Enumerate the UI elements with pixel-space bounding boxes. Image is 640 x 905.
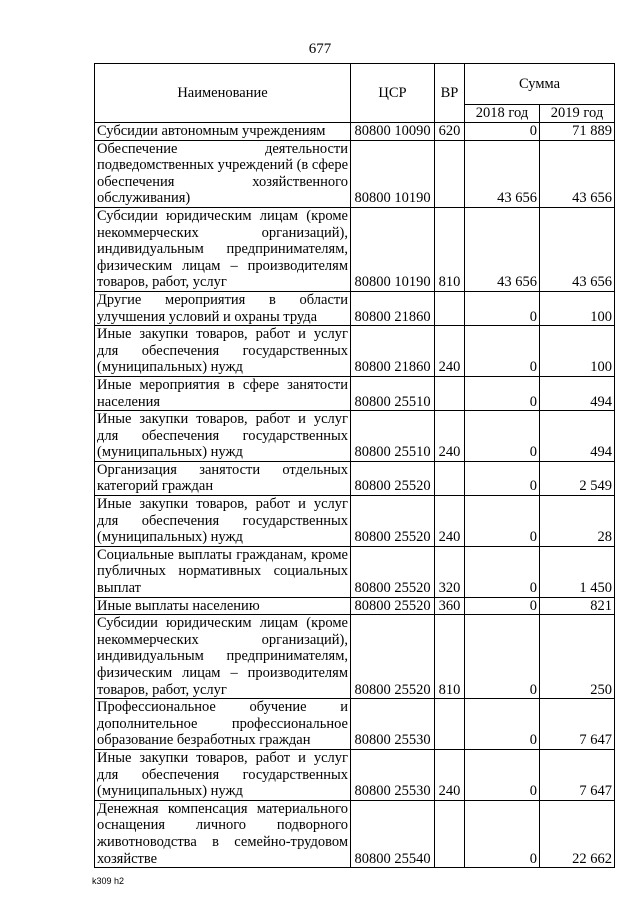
row-vr: 240 bbox=[435, 326, 465, 377]
row-amount-2018: 0 bbox=[465, 800, 540, 867]
row-amount-2018: 0 bbox=[465, 597, 540, 615]
row-vr: 620 bbox=[435, 123, 465, 141]
row-csr: 80800 25530 bbox=[351, 699, 435, 750]
row-vr: 240 bbox=[435, 496, 465, 547]
row-vr: 240 bbox=[435, 411, 465, 462]
row-vr: 810 bbox=[435, 615, 465, 699]
row-amount-2019: 2 549 bbox=[540, 461, 615, 495]
page-number: 677 bbox=[308, 41, 332, 57]
column-header-2018: 2018 год bbox=[465, 105, 540, 123]
row-amount-2019: 100 bbox=[540, 291, 615, 325]
row-amount-2019: 250 bbox=[540, 615, 615, 699]
row-csr: 80800 25520 bbox=[351, 496, 435, 547]
table-row bbox=[95, 326, 615, 377]
column-header-vr: ВР bbox=[435, 64, 465, 123]
row-amount-2019: 43 656 bbox=[540, 140, 615, 207]
footer-code: k309 h2 bbox=[92, 876, 125, 886]
row-name: Другие мероприятия в области улучшения условий и охраны труда bbox=[95, 291, 351, 325]
row-name: Иные закупки товаров, работ и услуг для обеспечения государственных (муниципальных) нужд bbox=[95, 749, 351, 800]
row-amount-2019: 22 662 bbox=[540, 800, 615, 867]
table-row bbox=[95, 546, 615, 597]
row-csr: 80800 25510 bbox=[351, 411, 435, 462]
table-row bbox=[95, 800, 615, 867]
row-name: Субсидии автономным учреждениям bbox=[95, 123, 351, 141]
table-row bbox=[95, 291, 615, 325]
row-name: Иные мероприятия в сфере занятости населения bbox=[95, 376, 351, 410]
row-name: Субсидии юридическим лицам (кроме некоммерческих организаций), индивидуальным предпринимателям, физическим лицам – производителям товаров, работ, услуг bbox=[95, 207, 351, 291]
row-amount-2019: 7 647 bbox=[540, 749, 615, 800]
row-vr bbox=[435, 699, 465, 750]
row-amount-2019: 1 450 bbox=[540, 546, 615, 597]
row-amount-2018: 0 bbox=[465, 123, 540, 141]
row-name: Иные закупки товаров, работ и услуг для обеспечения государственных (муниципальных) нужд bbox=[95, 496, 351, 547]
row-name: Профессиональное обучение и дополнительное профессиональное образование безработных граждан bbox=[95, 699, 351, 750]
row-amount-2018: 0 bbox=[465, 615, 540, 699]
row-csr: 80800 21860 bbox=[351, 326, 435, 377]
column-header-sum: Сумма bbox=[465, 64, 615, 105]
row-amount-2018: 0 bbox=[465, 291, 540, 325]
row-csr: 80800 25520 bbox=[351, 615, 435, 699]
column-header-csr: ЦСР bbox=[351, 64, 435, 123]
row-amount-2019: 7 647 bbox=[540, 699, 615, 750]
row-csr: 80800 25520 bbox=[351, 597, 435, 615]
table-row bbox=[95, 699, 615, 750]
row-amount-2018: 0 bbox=[465, 496, 540, 547]
row-amount-2019: 494 bbox=[540, 376, 615, 410]
table-row bbox=[95, 140, 615, 207]
table-row bbox=[95, 597, 615, 615]
row-amount-2018: 0 bbox=[465, 376, 540, 410]
row-csr: 80800 25520 bbox=[351, 461, 435, 495]
row-amount-2018: 0 bbox=[465, 699, 540, 750]
table-row bbox=[95, 376, 615, 410]
column-header-name: Наименование bbox=[95, 64, 351, 123]
row-vr bbox=[435, 800, 465, 867]
row-vr bbox=[435, 140, 465, 207]
row-amount-2018: 0 bbox=[465, 461, 540, 495]
row-csr: 80800 25530 bbox=[351, 749, 435, 800]
table-body bbox=[95, 123, 615, 868]
row-amount-2019: 100 bbox=[540, 326, 615, 377]
row-amount-2018: 43 656 bbox=[465, 140, 540, 207]
row-name: Социальные выплаты гражданам, кроме публичных нормативных социальных выплат bbox=[95, 546, 351, 597]
table-row bbox=[95, 461, 615, 495]
table-row bbox=[95, 496, 615, 547]
row-vr: 810 bbox=[435, 207, 465, 291]
row-csr: 80800 25510 bbox=[351, 376, 435, 410]
row-amount-2019: 43 656 bbox=[540, 207, 615, 291]
row-amount-2019: 821 bbox=[540, 597, 615, 615]
table-row bbox=[95, 749, 615, 800]
row-amount-2018: 0 bbox=[465, 546, 540, 597]
row-name: Иные выплаты населению bbox=[95, 597, 351, 615]
row-name: Субсидии юридическим лицам (кроме некоммерческих организаций), индивидуальным предпринимателям, физическим лицам – производителям товаров, работ, услуг bbox=[95, 615, 351, 699]
row-vr bbox=[435, 461, 465, 495]
row-amount-2018: 0 bbox=[465, 326, 540, 377]
row-name: Денежная компенсация материального оснащения личного подворного животноводства в семейно-трудовом хозяйстве bbox=[95, 800, 351, 867]
row-name: Иные закупки товаров, работ и услуг для обеспечения государственных (муниципальных) нужд bbox=[95, 326, 351, 377]
budget-table bbox=[94, 63, 615, 868]
row-csr: 80800 25520 bbox=[351, 546, 435, 597]
table-row bbox=[95, 123, 615, 141]
row-csr: 80800 10190 bbox=[351, 207, 435, 291]
row-csr: 80800 21860 bbox=[351, 291, 435, 325]
row-amount-2019: 494 bbox=[540, 411, 615, 462]
row-csr: 80800 10090 bbox=[351, 123, 435, 141]
row-csr: 80800 25540 bbox=[351, 800, 435, 867]
row-amount-2018: 0 bbox=[465, 749, 540, 800]
row-vr: 240 bbox=[435, 749, 465, 800]
row-vr: 320 bbox=[435, 546, 465, 597]
row-amount-2019: 71 889 bbox=[540, 123, 615, 141]
row-amount-2018: 43 656 bbox=[465, 207, 540, 291]
row-name: Организация занятости отдельных категорий граждан bbox=[95, 461, 351, 495]
row-name: Иные закупки товаров, работ и услуг для обеспечения государственных (муниципальных) нужд bbox=[95, 411, 351, 462]
row-csr: 80800 10190 bbox=[351, 140, 435, 207]
row-vr bbox=[435, 291, 465, 325]
table-row bbox=[95, 207, 615, 291]
row-vr: 360 bbox=[435, 597, 465, 615]
row-amount-2019: 28 bbox=[540, 496, 615, 547]
table-row bbox=[95, 411, 615, 462]
row-name: Обеспечение деятельности подведомственных учреждений (в сфере обеспечения хозяйственного обслуживания) bbox=[95, 140, 351, 207]
row-vr bbox=[435, 376, 465, 410]
row-amount-2018: 0 bbox=[465, 411, 540, 462]
column-header-2019: 2019 год bbox=[540, 105, 615, 123]
table-row bbox=[95, 615, 615, 699]
